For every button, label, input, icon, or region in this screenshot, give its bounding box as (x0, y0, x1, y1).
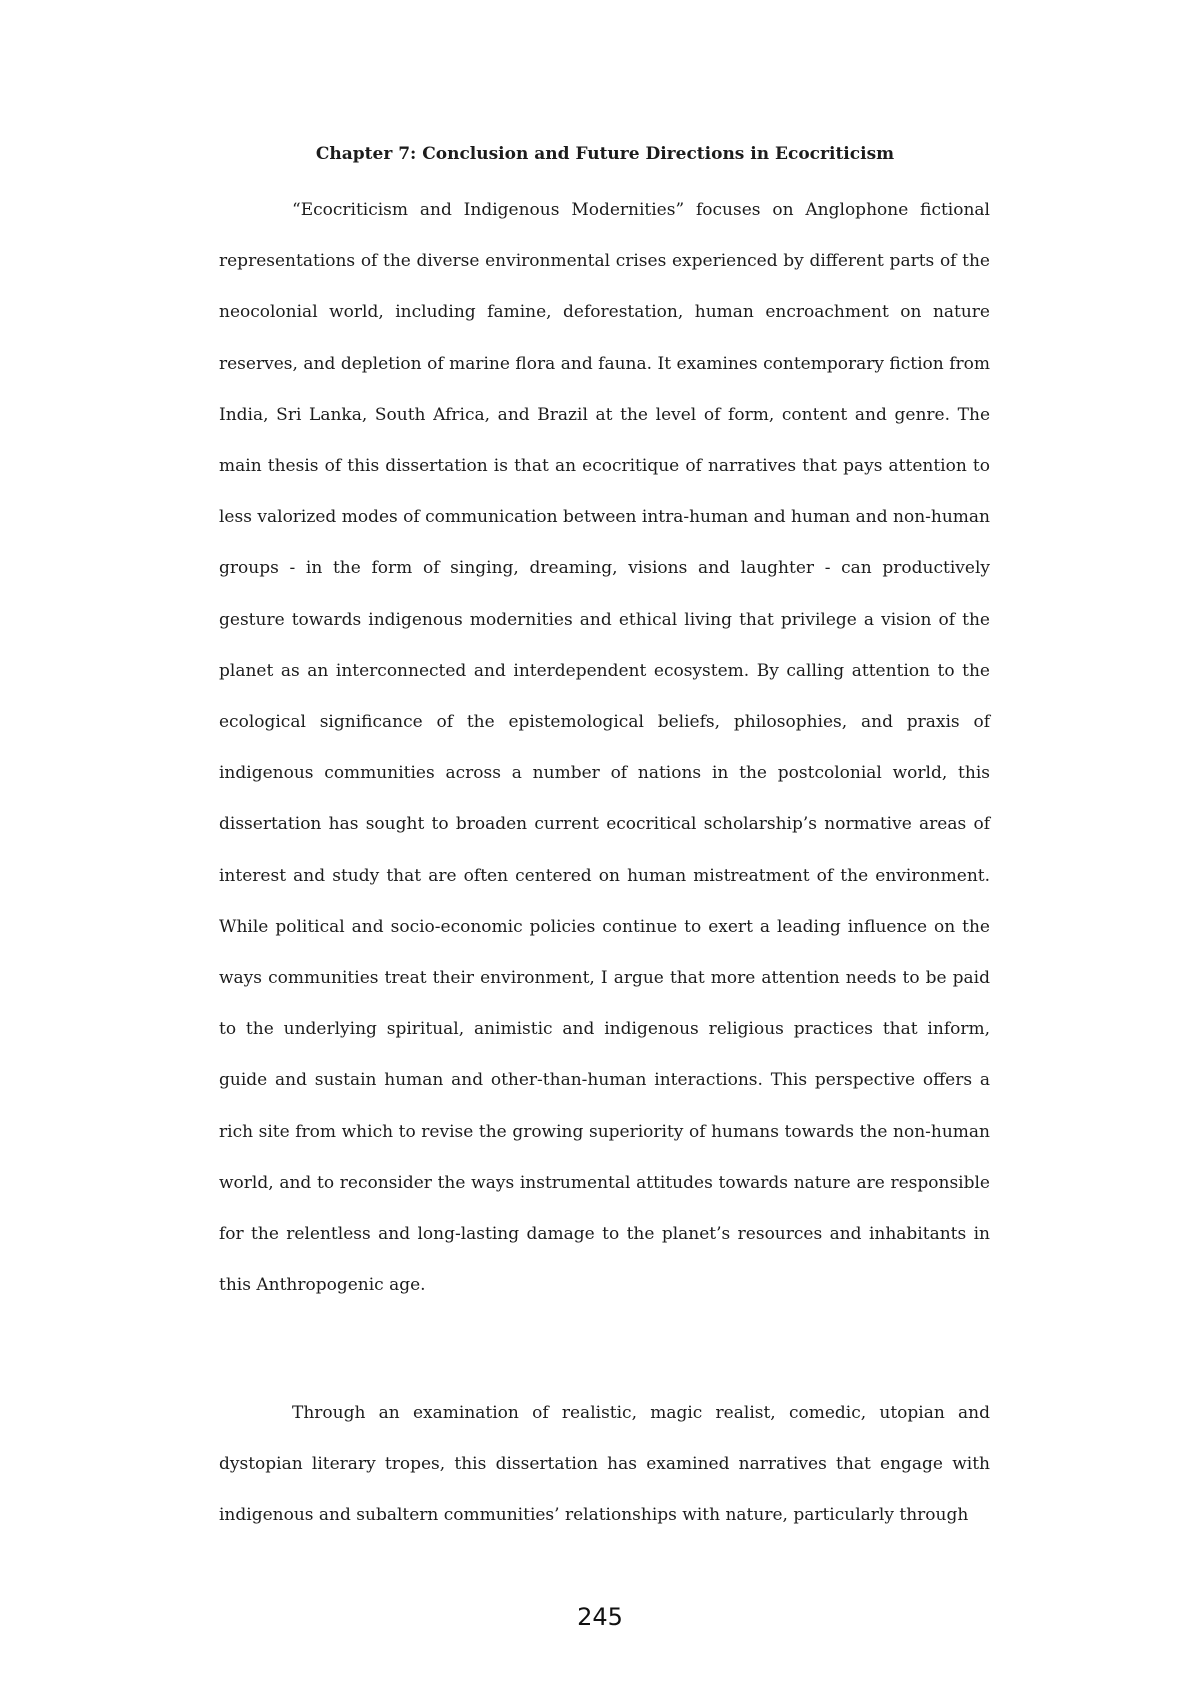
body-paragraph: “Ecocriticism and Indigenous Modernities” focuses on Anglophone fictional representations of the diverse environmental crises experienced by different parts of the neocolonial world, including famine, deforestation, human encroachment on nature reserves, and depletion of marine flora and fauna. It examines contemporary fiction from India, Sri Lanka, South Africa, and Brazil at the level of form, content and genre. The main thesis of this dissertation is that an ecocritique of narratives that pays attention to less valorized modes of communication between intra-human and human and non-human groups - in the form of singing, dreaming, visions and laughter - can productively gesture towards indigenous modernities and ethical living that privilege a vision of the planet as an interconnected and interdependent ecosystem. By calling attention to the ecological significance of the epistemological beliefs, philosophies, and praxis of indigenous communities across a number of nations in the postcolonial world, this dissertation has sought to broaden current ecocritical scholarship’s normative areas of interest and study that are often centered on human mistreatment of the environment. While political and socio-economic policies continue to exert a leading influence on the ways communities treat their environment, I argue that more attention needs to be paid to the underlying spiritual, animistic and indigenous religious practices that inform, guide and sustain human and other-than-human interactions. This perspective offers a rich site from which to revise the growing superiority of humans towards the non-human world, and to reconsider the ways instrumental attitudes towards nature are responsible for the relentless and long-lasting damage to the planet’s resources and inhabitants in this Anthropogenic age. (219, 200, 990, 1296)
chapter-title: Chapter 7: Conclusion and Future Directions in Ecocriticism (315, 144, 895, 164)
body-paragraph: Through an examination of realistic, magic realist, comedic, utopian and dystopian literary tropes, this dissertation has examined narratives that engage with indigenous and subaltern communities’ relationships with nature, particularly through (219, 1403, 990, 1526)
page-number: 245 (577, 1603, 623, 1631)
